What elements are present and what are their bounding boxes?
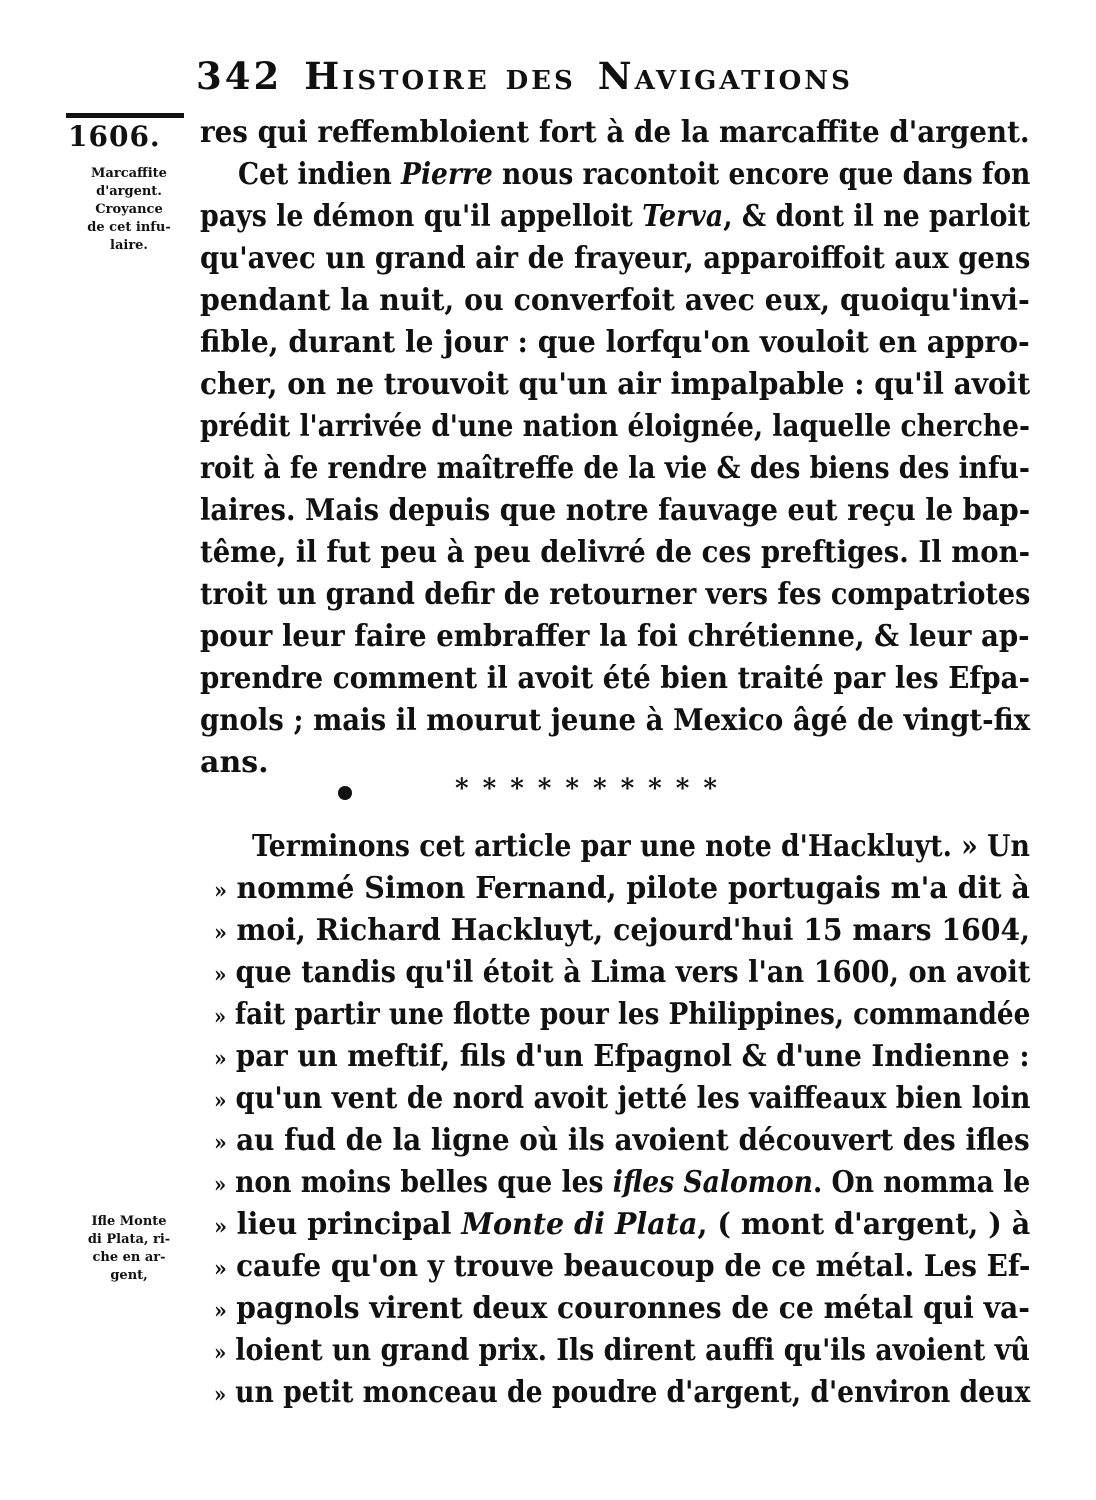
margin-note-line: de cet infu- — [87, 220, 171, 235]
quote-mark: » — [214, 1046, 227, 1072]
text-fragment: nous racontoit encore que dans fon — [492, 157, 1031, 192]
text-line — [214, 910, 1030, 954]
running-title-part-1: Histoire des — [304, 54, 576, 98]
text-line — [214, 994, 1030, 1038]
text-line — [214, 1120, 1030, 1164]
text-line: prédit l'arrivée d'une nation éloignée, laquelle cherche- — [200, 409, 1031, 444]
text-fragment: un petit monceau de poudre d'argent, d'environ deux — [235, 1375, 1031, 1410]
quote-mark: » — [214, 1004, 227, 1030]
text-fragment: au fud de la ligne où ils avoient découvert des ifles — [236, 1123, 1030, 1158]
text-line: qu'avec un grand air de frayeur, apparoiffoit aux gens — [200, 241, 1031, 276]
text-line — [238, 154, 1030, 196]
text-fragment: par un meftif, fils d'un Efpagnol & d'une Indienne : — [235, 1039, 1030, 1074]
margin-note-line: Marcaffite — [91, 166, 167, 181]
text-line — [214, 1078, 1030, 1122]
text-line: ans. — [200, 745, 269, 780]
place-name: ifles Salomon — [612, 1165, 813, 1200]
text-line — [214, 1204, 1030, 1248]
running-header — [196, 54, 916, 104]
margin-year: 1606. — [68, 120, 161, 153]
margin-note-line: Croyance — [95, 202, 163, 217]
text-line: troit un grand defir de retourner vers fes compatriotes — [200, 577, 1031, 612]
quote-mark: » — [214, 920, 227, 946]
text-line: laires. Mais depuis que notre fauvage eut reçu le bap- — [200, 493, 1031, 528]
margin-note-monte-di-plata — [66, 1213, 192, 1285]
text-line — [214, 1288, 1030, 1332]
text-fragment: Cet indien — [238, 157, 402, 192]
page-number: 342 — [196, 54, 283, 98]
text-fragment: non moins belles que les — [235, 1165, 613, 1200]
margin-note-line: di Plata, ri- — [87, 1232, 171, 1247]
text-fragment: . On nomma le — [812, 1165, 1031, 1200]
text-line: tême, il fut peu à peu delivré de ces preftiges. Il mon- — [200, 535, 1031, 570]
header-rule — [66, 113, 184, 118]
margin-note-line: d'argent. — [96, 184, 162, 199]
text-fragment: pays le démon qu'il appelloit — [200, 199, 643, 234]
text-line — [214, 1036, 1030, 1080]
quote-mark: » — [214, 1340, 227, 1366]
place-name: Monte di Plata — [461, 1207, 698, 1242]
text-fragment: que tandis qu'il étoit à Lima vers l'an 1600, on avoit — [235, 955, 1031, 990]
text-fragment: caufe qu'on y trouve beaucoup de ce métal. Les Ef- — [236, 1249, 1031, 1284]
margin-note-line: laire. — [110, 238, 148, 253]
quote-mark: » — [214, 1298, 227, 1324]
quote-mark: » — [214, 1130, 227, 1156]
text-line — [214, 1246, 1030, 1290]
text-line — [214, 1162, 1030, 1206]
quote-mark: » — [214, 1172, 227, 1198]
text-line — [214, 1372, 1030, 1416]
text-fragment: moi, Richard Hackluyt, cejourd'hui 15 mars 1604, — [236, 913, 1031, 948]
text-line: prendre comment il avoit été bien traité par les Efpa- — [200, 661, 1030, 696]
quote-mark: » — [214, 1256, 227, 1282]
margin-note-line: gent, — [110, 1268, 148, 1283]
text-fragment: , ( mont d'argent, ) à — [697, 1207, 1031, 1242]
quote-mark: » — [214, 1382, 227, 1408]
quote-mark: » — [214, 1214, 228, 1240]
text-line: Terminons cet article par une note d'Hackluyt. » Un — [252, 829, 1030, 864]
demon-name: Terva — [642, 199, 724, 234]
text-line — [214, 952, 1030, 996]
text-line — [214, 868, 1030, 912]
text-line: cher, on ne trouvoit qu'un air impalpable : qu'il avoit — [200, 367, 1031, 402]
text-line: fible, durant le jour : que lorfqu'on vouloit en appro- — [200, 325, 1030, 360]
text-line: roit à fe rendre maîtreffe de la vie & des biens des infu- — [200, 451, 1030, 486]
margin-note-marcassite — [66, 165, 192, 255]
text-line — [200, 196, 1030, 238]
quote-mark: » — [214, 1088, 227, 1114]
text-fragment: fait partir une flotte pour les Philippines, commandée — [234, 997, 1031, 1032]
asterisk-separator: ********** — [455, 774, 731, 804]
text-fragment: lieu principal — [236, 1207, 462, 1242]
text-line — [214, 1330, 1030, 1374]
margin-note-line: che en ar- — [92, 1250, 166, 1265]
text-fragment: , & dont il ne parloit — [723, 199, 1031, 234]
ink-dot — [338, 786, 352, 800]
text-fragment: nommé Simon Fernand, pilote portugais m'a dit à — [236, 871, 1030, 906]
text-fragment: qu'un vent de nord avoit jetté les vaiffeaux bien loin — [235, 1081, 1031, 1116]
quote-mark: » — [214, 878, 228, 904]
text-fragment: loient un grand prix. Ils dirent auffi qu'ils avoient vû — [235, 1333, 1030, 1368]
text-line: pendant la nuit, ou converfoit avec eux, quoiqu'invi- — [200, 283, 1030, 318]
margin-note-line: Ifle Monte — [91, 1214, 167, 1229]
person-name: Pierre — [401, 157, 493, 192]
text-line: res qui reffembloient fort à de la marcaffite d'argent. — [200, 115, 1030, 150]
quote-mark: » — [214, 962, 227, 988]
text-line: pour leur faire embraffer la foi chrétienne, & leur ap- — [200, 619, 1030, 654]
text-fragment: pagnols virent deux couronnes de ce métal qui va- — [236, 1291, 1030, 1326]
text-line: gnols ; mais il mourut jeune à Mexico âgé de vingt-fix — [200, 703, 1031, 738]
running-title-part-2: Navigations — [597, 54, 853, 98]
